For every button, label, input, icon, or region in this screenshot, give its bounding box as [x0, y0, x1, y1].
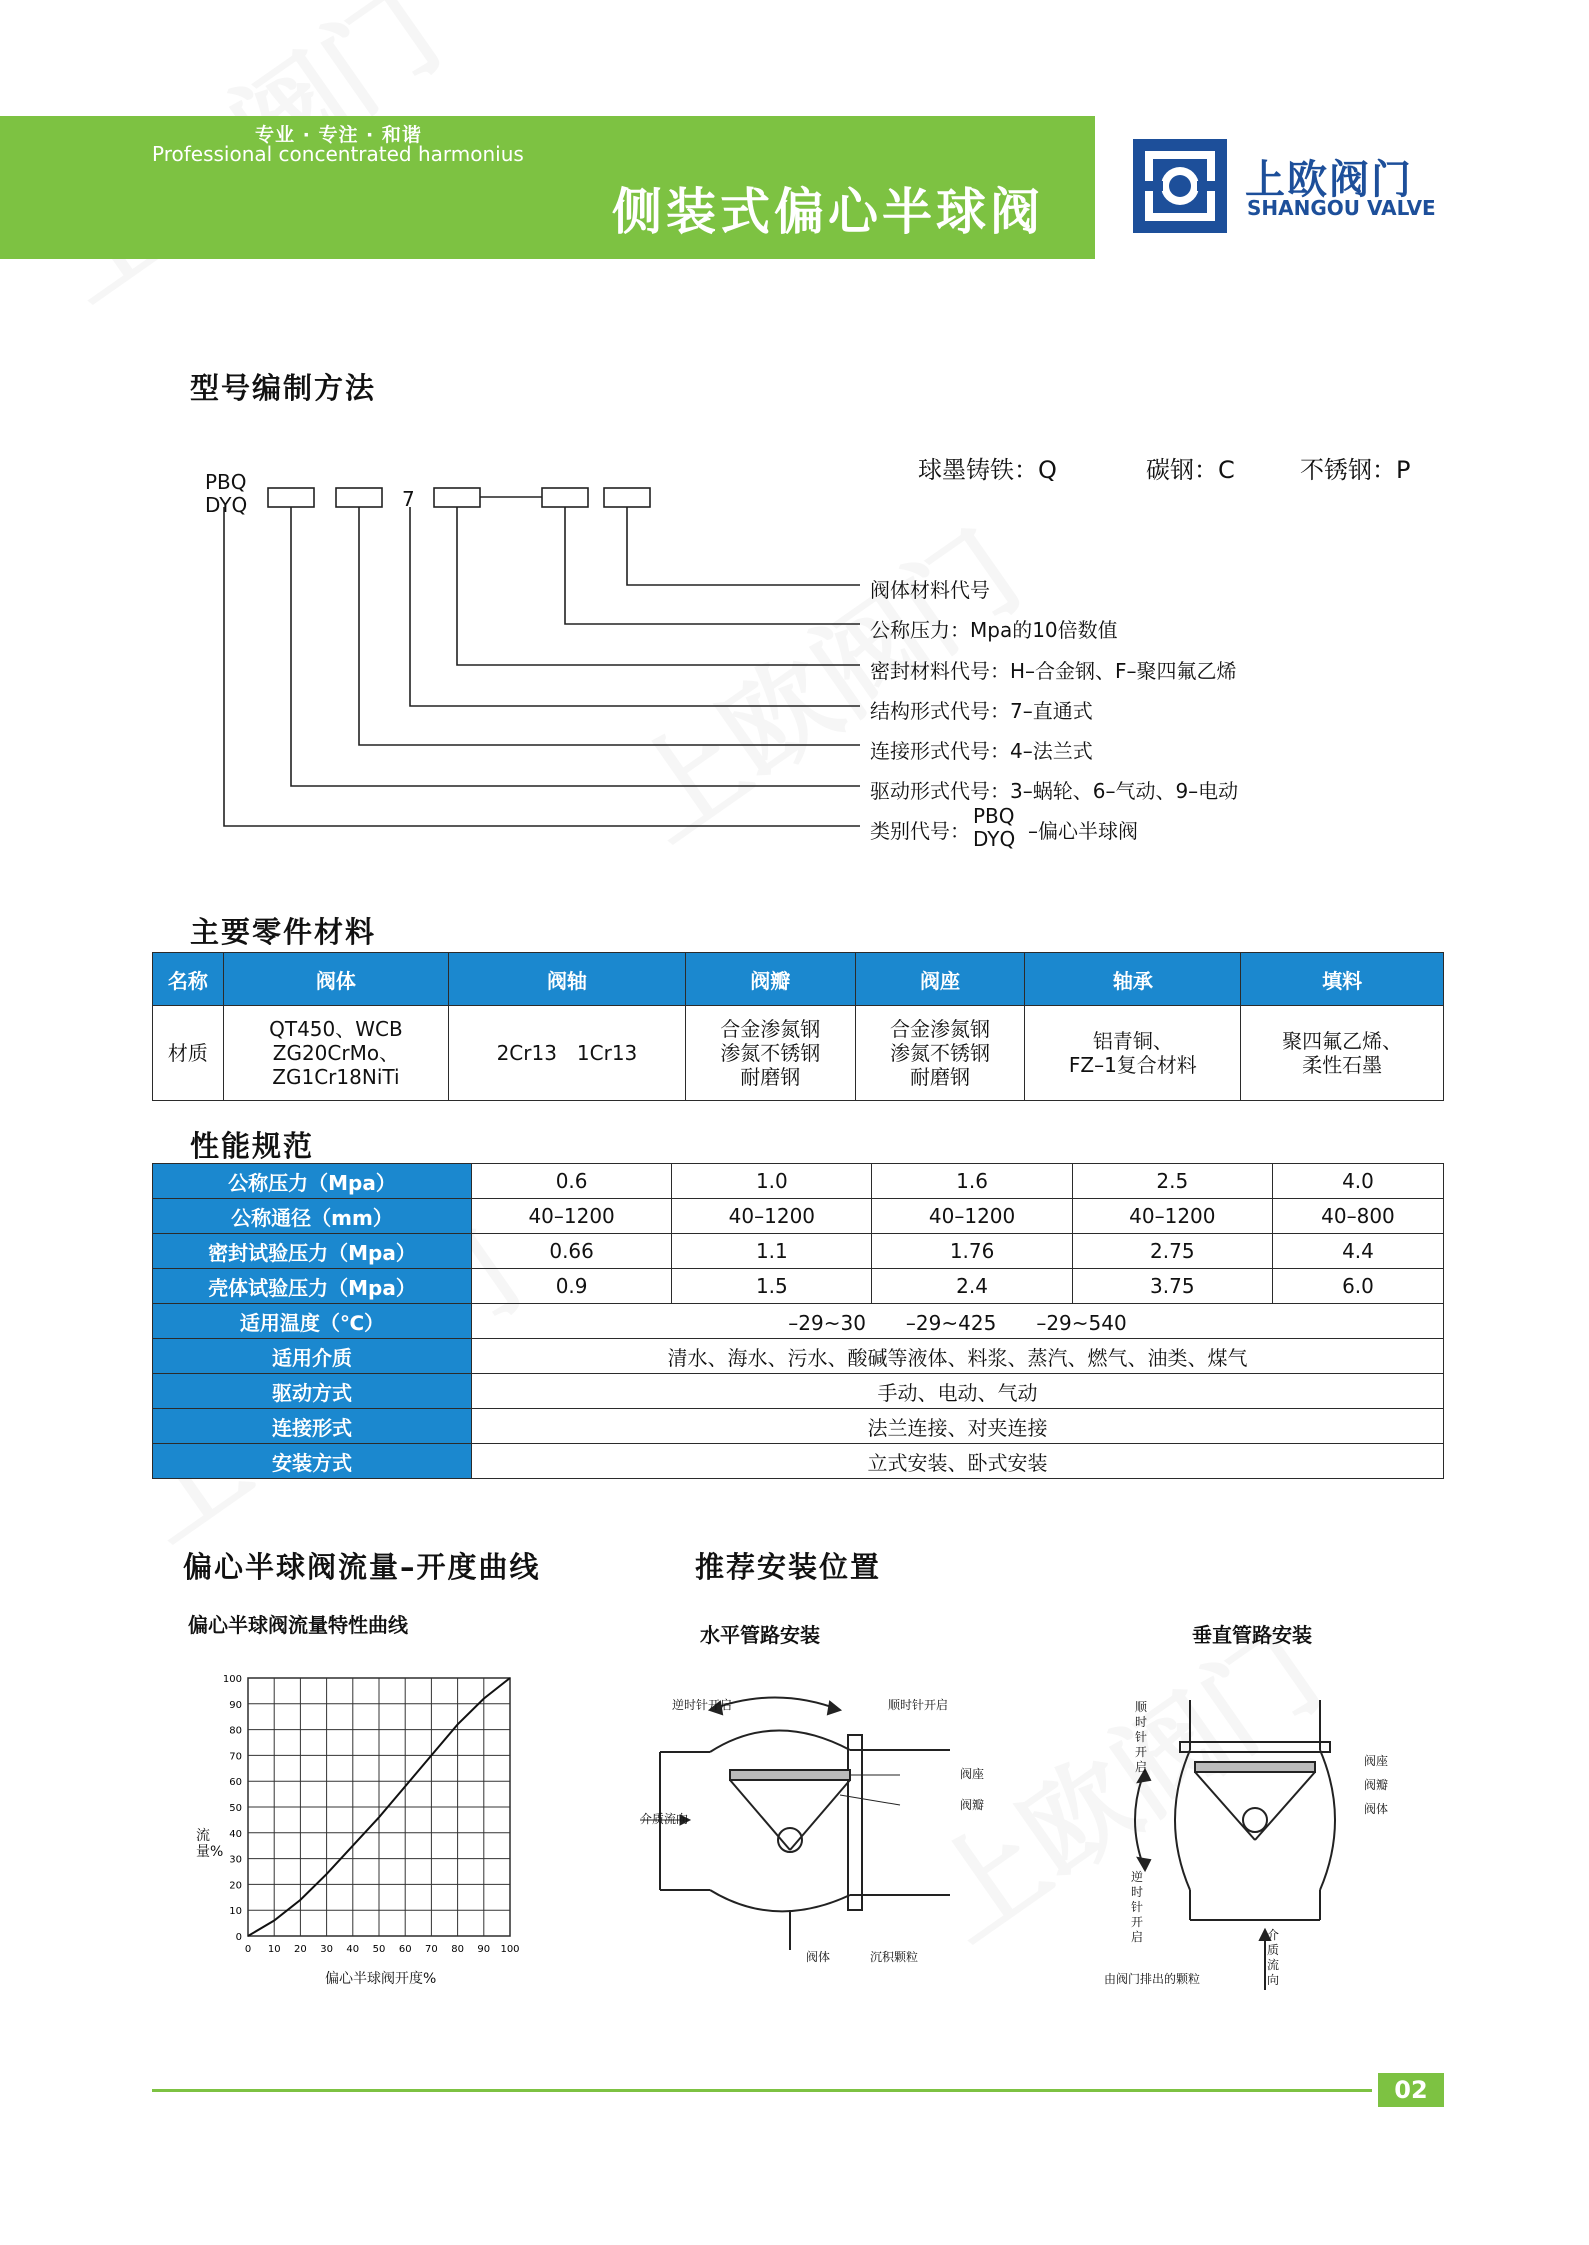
slogan-cn: 专业 · 专注 · 和谐: [255, 124, 422, 146]
page-title: 侧装式偏心半球阀: [612, 183, 1044, 241]
chart-xtick-label: 30: [320, 1944, 333, 1955]
perf-cell: 2.75: [1072, 1234, 1272, 1269]
parts-cell-packing: 聚四氟乙烯、 柔性石墨: [1241, 1006, 1444, 1101]
parts-cell-bearing: 铝青铜、 FZ–1复合材料: [1025, 1006, 1241, 1101]
parts-header-shaft: 阀轴: [448, 953, 685, 1006]
legend-body-material: 阀体材料代号: [870, 578, 990, 602]
h-body-label: 阀体: [806, 1950, 831, 1964]
perf-span-cell: 清水、海水、污水、酸碱等液体、料浆、蒸汽、燃气、油类、煤气: [472, 1339, 1444, 1374]
parts-header-packing: 填料: [1241, 953, 1444, 1006]
perf-row-label: 适用温度（℃）: [153, 1304, 472, 1339]
vertical-install-diagram: [1120, 1690, 1400, 1990]
chart-ytick-label: 20: [229, 1880, 242, 1892]
perf-cell: 40–1200: [1072, 1199, 1272, 1234]
chart-ytick-label: 70: [229, 1751, 242, 1763]
v-discharge-label: 由阀门排出的颗粒: [1104, 1972, 1201, 1986]
parts-cell-shaft: 2Cr13 1Cr13: [448, 1006, 685, 1101]
chart-xtick-label: 60: [398, 1944, 412, 1955]
section-title-perf: 性能规范: [190, 1129, 315, 1163]
perf-cell: 0.6: [472, 1164, 672, 1199]
perf-cell: 2.4: [872, 1269, 1072, 1304]
slogan-en: Professional concentrated harmonius: [152, 142, 524, 166]
chart-ylabel: 流量%: [196, 1828, 224, 1860]
perf-row: [153, 1164, 1444, 1199]
h-cw-label: 顺时针开启: [888, 1698, 949, 1712]
page-number: 02: [1378, 2073, 1444, 2107]
parts-header-seat: 阀座: [855, 953, 1025, 1006]
perf-row-label: 适用介质: [153, 1339, 472, 1374]
legend-seal-material: 密封材料代号：H–合金钢、F–聚四氟乙烯: [870, 659, 1237, 683]
perf-row-label: 连接形式: [153, 1409, 472, 1444]
vertical-install-title: 垂直管路安装: [1192, 1623, 1312, 1647]
parts-row-label: 材质: [153, 1006, 224, 1101]
model-code-diagram: [0, 0, 1589, 900]
v-flow-label: 介质流向: [1267, 1928, 1280, 1987]
v-disc-label: 阀瓣: [1364, 1778, 1389, 1792]
chart-xtick-label: 100: [500, 1944, 520, 1955]
perf-row: [153, 1234, 1444, 1269]
perf-cell: 0.9: [472, 1269, 672, 1304]
model-digit: 7: [402, 487, 415, 511]
perf-cell: 1.0: [672, 1164, 872, 1199]
h-sediment-label: 沉积颗粒: [870, 1950, 919, 1964]
perf-cell: 1.6: [872, 1164, 1072, 1199]
horizontal-install-title: 水平管路安装: [700, 1623, 820, 1647]
legend-connection-type: 连接形式代号：4–法兰式: [870, 739, 1093, 763]
perf-row: [153, 1339, 1444, 1374]
perf-span-cell: 立式安装、卧式安装: [472, 1444, 1444, 1479]
h-seat-label: 阀座: [960, 1767, 985, 1781]
chart-xtick-label: 10: [267, 1944, 281, 1955]
v-ccw-label: 逆时针开启: [1131, 1870, 1144, 1944]
parts-cell-seat: 合金渗氮钢 渗氮不锈钢 耐磨钢: [855, 1006, 1025, 1101]
brand-name-en: SHANGOU VALVE: [1247, 196, 1436, 220]
chart-ytick-label: 0: [235, 1932, 242, 1943]
chart-xlabel: 偏心半球阀开度%: [325, 1971, 437, 1987]
parts-table: [152, 952, 1444, 1101]
perf-row-label: 壳体试验压力（Mpa）: [153, 1269, 472, 1304]
v-body-label: 阀体: [1364, 1802, 1389, 1816]
model-prefix-bottom: DYQ: [205, 493, 248, 517]
chart-xtick-label: 50: [372, 1944, 386, 1955]
chart-ytick-label: 30: [229, 1854, 242, 1866]
perf-table: [152, 1163, 1444, 1479]
perf-row-label: 安装方式: [153, 1444, 472, 1479]
horizontal-install-diagram: [630, 1690, 1030, 1980]
perf-cell: 3.75: [1072, 1269, 1272, 1304]
brand-name-cn: 上欧阀门: [1245, 157, 1413, 203]
perf-row-label: 公称压力（Mpa）: [153, 1164, 472, 1199]
parts-header-bearing: 轴承: [1025, 953, 1241, 1006]
perf-row: [153, 1269, 1444, 1304]
h-flow-label: 介质流向: [640, 1812, 689, 1826]
chart-ytick-label: 40: [229, 1828, 242, 1840]
footer-rule: [152, 2089, 1372, 2092]
legend-structure-type: 结构形式代号：7–直通式: [870, 699, 1093, 723]
perf-row: [153, 1409, 1444, 1444]
chart-ytick-label: 50: [229, 1803, 242, 1814]
chart-xtick-label: 20: [294, 1944, 307, 1955]
chart-xtick-label: 80: [451, 1944, 464, 1955]
chart-xtick-label: 40: [346, 1944, 360, 1955]
v-cw-label: 顺时针开启: [1135, 1700, 1148, 1774]
legend-nominal-pressure: 公称压力：Mpa的10倍数值: [870, 618, 1118, 642]
material-code-ductile: 球墨铸铁：Q: [918, 456, 1057, 484]
legend-category-label: 类别代号：: [870, 819, 970, 843]
perf-cell: 2.5: [1072, 1164, 1272, 1199]
material-code-carbon: 碳钢：C: [1146, 456, 1235, 484]
perf-cell: 4.4: [1272, 1234, 1443, 1269]
chart-subtitle: 偏心半球阀流量特性曲线: [188, 1613, 408, 1637]
chart-ytick-label: 80: [229, 1725, 242, 1737]
h-disc-label: 阀瓣: [960, 1798, 985, 1812]
parts-cell-disc: 合金渗氮钢 渗氮不锈钢 耐磨钢: [685, 1006, 855, 1101]
legend-drive-type: 驱动形式代号：3–蜗轮、6–气动、9–电动: [870, 779, 1239, 803]
perf-cell: 40–800: [1272, 1199, 1443, 1234]
perf-row: [153, 1304, 1444, 1339]
parts-header-body: 阀体: [223, 953, 448, 1006]
chart-xtick-label: 70: [425, 1944, 438, 1955]
chart-ytick-label: 10: [229, 1906, 242, 1918]
perf-row: [153, 1199, 1444, 1234]
chart-ytick-label: 100: [222, 1674, 242, 1685]
perf-span-cell: 法兰连接、对夹连接: [472, 1409, 1444, 1444]
section-title-curve: 偏心半球阀流量–开度曲线: [183, 1550, 541, 1584]
chart-xtick-label: 90: [477, 1944, 491, 1955]
parts-cell-body: QT450、WCB ZG20CrMo、 ZG1Cr18NiTi: [223, 1006, 448, 1101]
perf-span-cell: 手动、电动、气动: [472, 1374, 1444, 1409]
perf-cell: 0.66: [472, 1234, 672, 1269]
perf-cell: 40–1200: [872, 1199, 1072, 1234]
perf-cell: 1.5: [672, 1269, 872, 1304]
chart-ytick-label: 90: [229, 1699, 242, 1711]
chart-xtick-label: 0: [244, 1944, 252, 1955]
perf-row: [153, 1374, 1444, 1409]
h-ccw-label: 逆时针开启: [672, 1698, 733, 1712]
model-prefix-top: PBQ: [205, 470, 247, 494]
legend-category-suffix: –偏心半球阀: [1028, 819, 1138, 843]
perf-row-label: 密封试验压力（Mpa）: [153, 1234, 472, 1269]
perf-cell: 40–1200: [672, 1199, 872, 1234]
perf-row-label: 驱动方式: [153, 1374, 472, 1409]
section-title-install: 推荐安装位置: [695, 1550, 882, 1584]
perf-cell: 6.0: [1272, 1269, 1443, 1304]
legend-category-bottom: DYQ: [973, 827, 1016, 851]
perf-row: [153, 1444, 1444, 1479]
perf-row-label: 公称通径（mm）: [153, 1199, 472, 1234]
v-seat-label: 阀座: [1364, 1754, 1389, 1768]
section-title-parts: 主要零件材料: [190, 915, 377, 949]
perf-span-cell: –29~30 –29~425 –29~540: [472, 1304, 1444, 1339]
section-title-model: 型号编制方法: [190, 371, 377, 405]
parts-header-name: 名称: [153, 953, 224, 1006]
perf-cell: 40–1200: [472, 1199, 672, 1234]
legend-category-top: PBQ: [973, 804, 1015, 828]
parts-header-disc: 阀瓣: [685, 953, 855, 1006]
material-code-stainless: 不锈钢：P: [1300, 456, 1411, 484]
flow-curve-chart: [190, 1670, 540, 2000]
perf-cell: 1.76: [872, 1234, 1072, 1269]
chart-ytick-label: 60: [229, 1777, 242, 1789]
perf-cell: 4.0: [1272, 1164, 1443, 1199]
perf-cell: 1.1: [672, 1234, 872, 1269]
